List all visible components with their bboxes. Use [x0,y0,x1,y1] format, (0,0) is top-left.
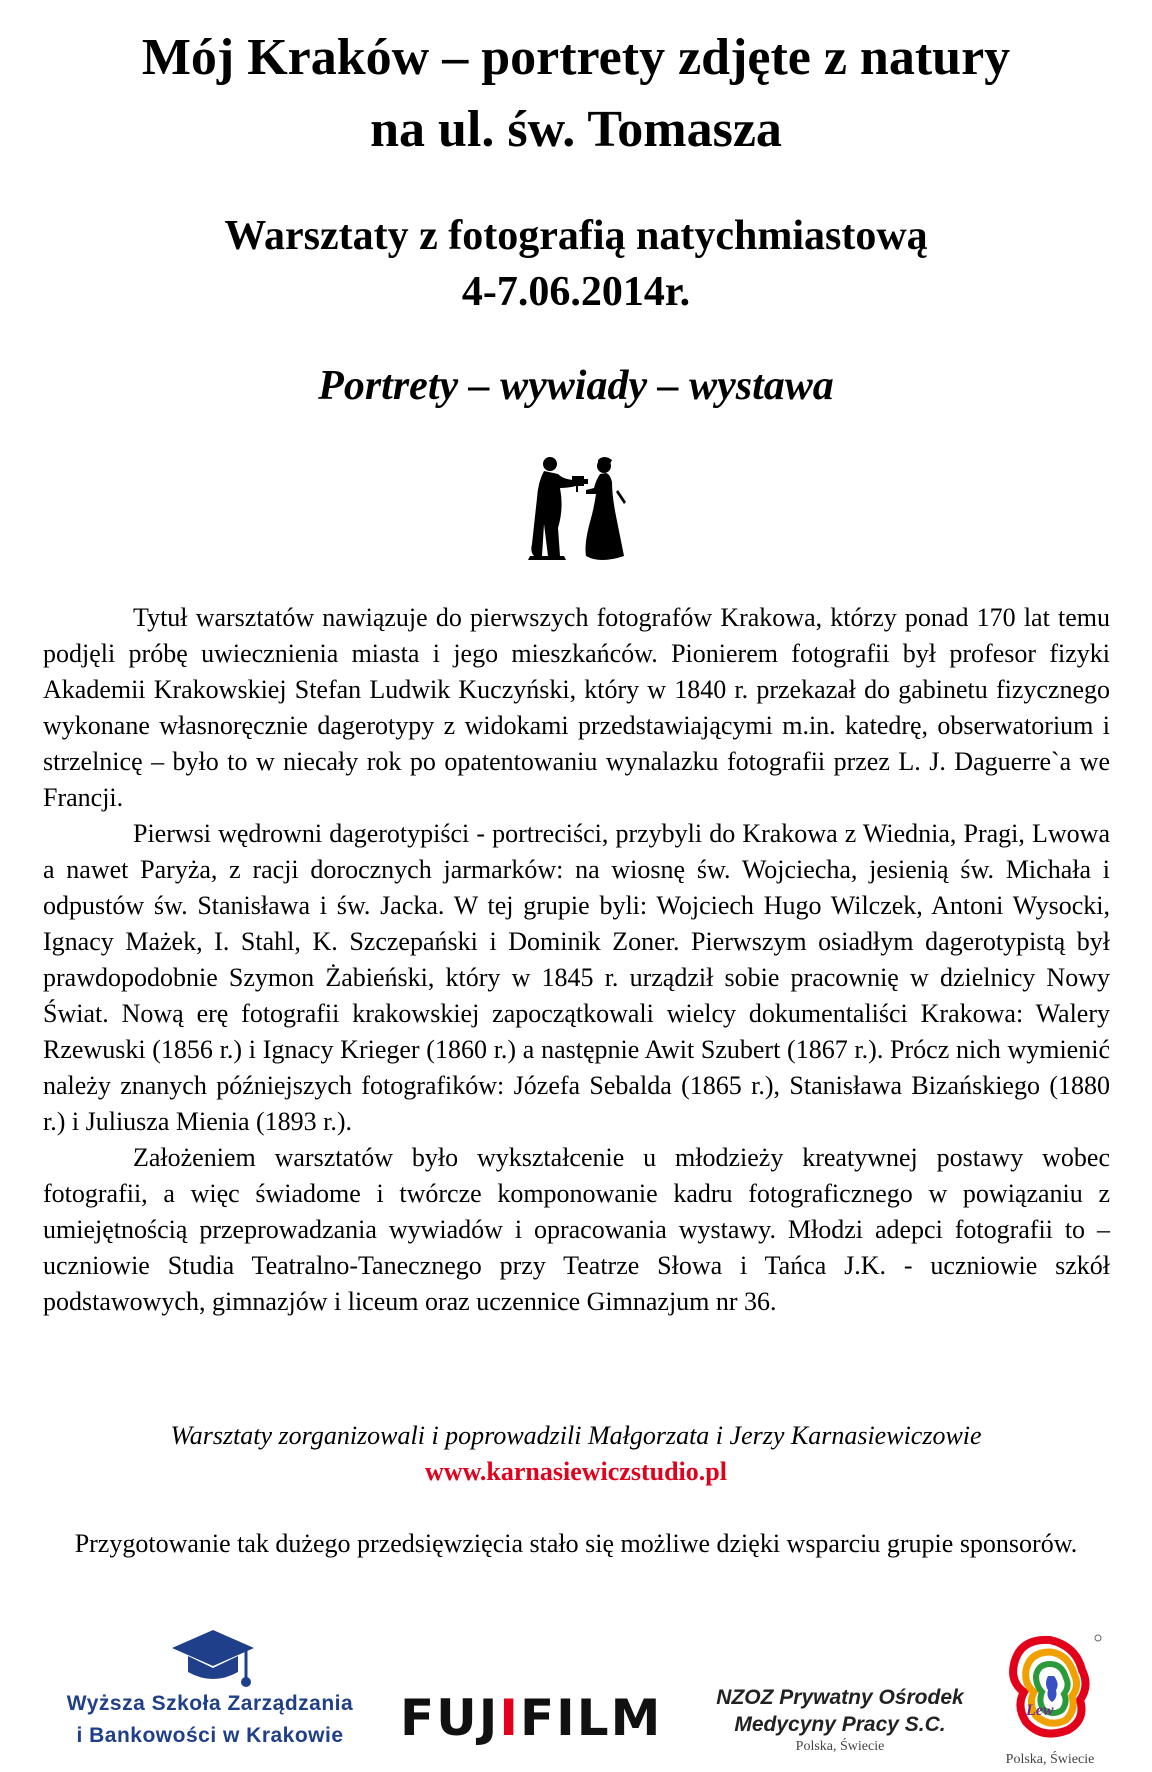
website-link[interactable]: www.karnasiewiczstudio.pl [425,1457,727,1486]
wszib-logo [40,1628,380,1758]
lew-logo [990,1630,1110,1770]
sponsors-thanks: Przygotowanie tak dużego przedsięwzięcia stało się możliwe dzięki wsparciu grupie sponsorów. [74,1529,1078,1558]
page-subtitle [0,208,1152,320]
subtitle-line-1: Warsztaty z fotografią natychmiastową [224,213,928,259]
article-body [43,600,1110,1320]
fujifilm-logo [400,1688,685,1748]
paragraph-daguerreotypists: Pierwsi wędrowni dagerotypiści - portreciści, przybyli do Krakowa z Wiednia, Pragi, Lwowa a nawet Paryża, z racji dorocznych jarmarków: na wiosnę św. Wojciecha, jesienią św. Michała i odpustów św. Stanisława i św. Jacka. W tej grupie byli: Wojciech Hugo Wilczek, Antoni Wysocki, Ignacy Mażek, I. Stahl, K. Szczepański i Dominik Zoner. Pierwszym osiadłym dagerotypistą był prawdopodobnie Szymon Żabieński, który w 1845 r. urządził sobie pracownię w dzielnicy Nowy Świat. Nową erę fotografii krakowskiej zapoczątkowali wielcy dokumentaliści Krakowa: Walery Rzewuski (1856 r.) i Ignacy Krieger (1860 r.) a następnie Awit Szubert (1867 r.). Prócz nich wymienić należy znanych późniejszych fotografików: Józefa Sebalda (1865 r.), Stanisława Bizańskiego (1880 r.) i Juliusza Mienia (1893 r.). [43,819,1110,1136]
lew-place: Polska, Świecie [1005,1752,1095,1767]
paragraph-history: Tytuł warsztatów nawiązuje do pierwszych fotografów Krakowa, którzy ponad 170 lat temu podjęli próbę uwiecznienia miasta i jego mieszkańców. Pionierem fotografii był profesor fizyki Akademii Krakowskiej Stefan Ludwik Kuczyński, który w 1840 r. przekazał do gabinetu fizycznego wykonane własnoręcznie dagerotypy z widokami przedstawiającymi m.in. katedrę, obserwatorium i strzelnicę – było to w niecały rok po opatentowaniu wynalazku fotografii przez L. J. Daguerre`a we Francji. [43,603,1110,812]
tagline: Portrety – wywiady – wystawa [318,363,834,409]
fujifilm-text-1: FUJ [400,1689,500,1747]
paragraph-workshop-goal: Założeniem warsztatów było wykształcenie u młodzieży kreatywnej postawy wobec fotografii, a więc świadome i twórcze komponowanie kadru fotograficznego w powiązaniu z umiejętnością przeprowadzania wywiadów i opracowania wystawy. Młodzi adepci fotografii to – uczniowie Studia Teatralno-Tanecznego przy Teatrze Słowa i Tańca J.K. - uczniowie szkół podstawowych, gimnazjów i liceum oraz uczennice Gimnazjum nr 36. [43,1143,1110,1316]
photographer-silhouette-illustration [520,452,636,570]
graduation-cap-icon [170,1628,256,1696]
wszib-name-line-2: i Bankowości w Krakowie [76,1724,344,1747]
organizers-credit: Warsztaty zorganizowali i poprowadzili Małgorzata i Jerzy Karnasiewiczowie [170,1421,982,1450]
fujifilm-accent-i: I [499,1689,520,1747]
lion-rainbow-icon [990,1630,1110,1748]
fujifilm-text-2: FILM [519,1689,663,1747]
nzoz-logo [700,1684,980,1756]
nzoz-place: Polska, Świecie [795,1739,885,1754]
title-line-2: na ul. św. Tomasza [370,101,782,158]
nzoz-line-1: NZOZ Prywatny Ośrodek [716,1686,964,1709]
wszib-name-line-1: Wyższa Szkoła Zarządzania [66,1692,354,1715]
lew-name: Lew [1026,1702,1054,1719]
subtitle-date: 4-7.06.2014r. [461,269,691,315]
title-line-1: Mój Kraków – portrety zdjęte z natury [141,29,1011,86]
page-title [0,22,1152,166]
nzoz-line-2: Medycyny Pracy S.C. [734,1713,946,1736]
